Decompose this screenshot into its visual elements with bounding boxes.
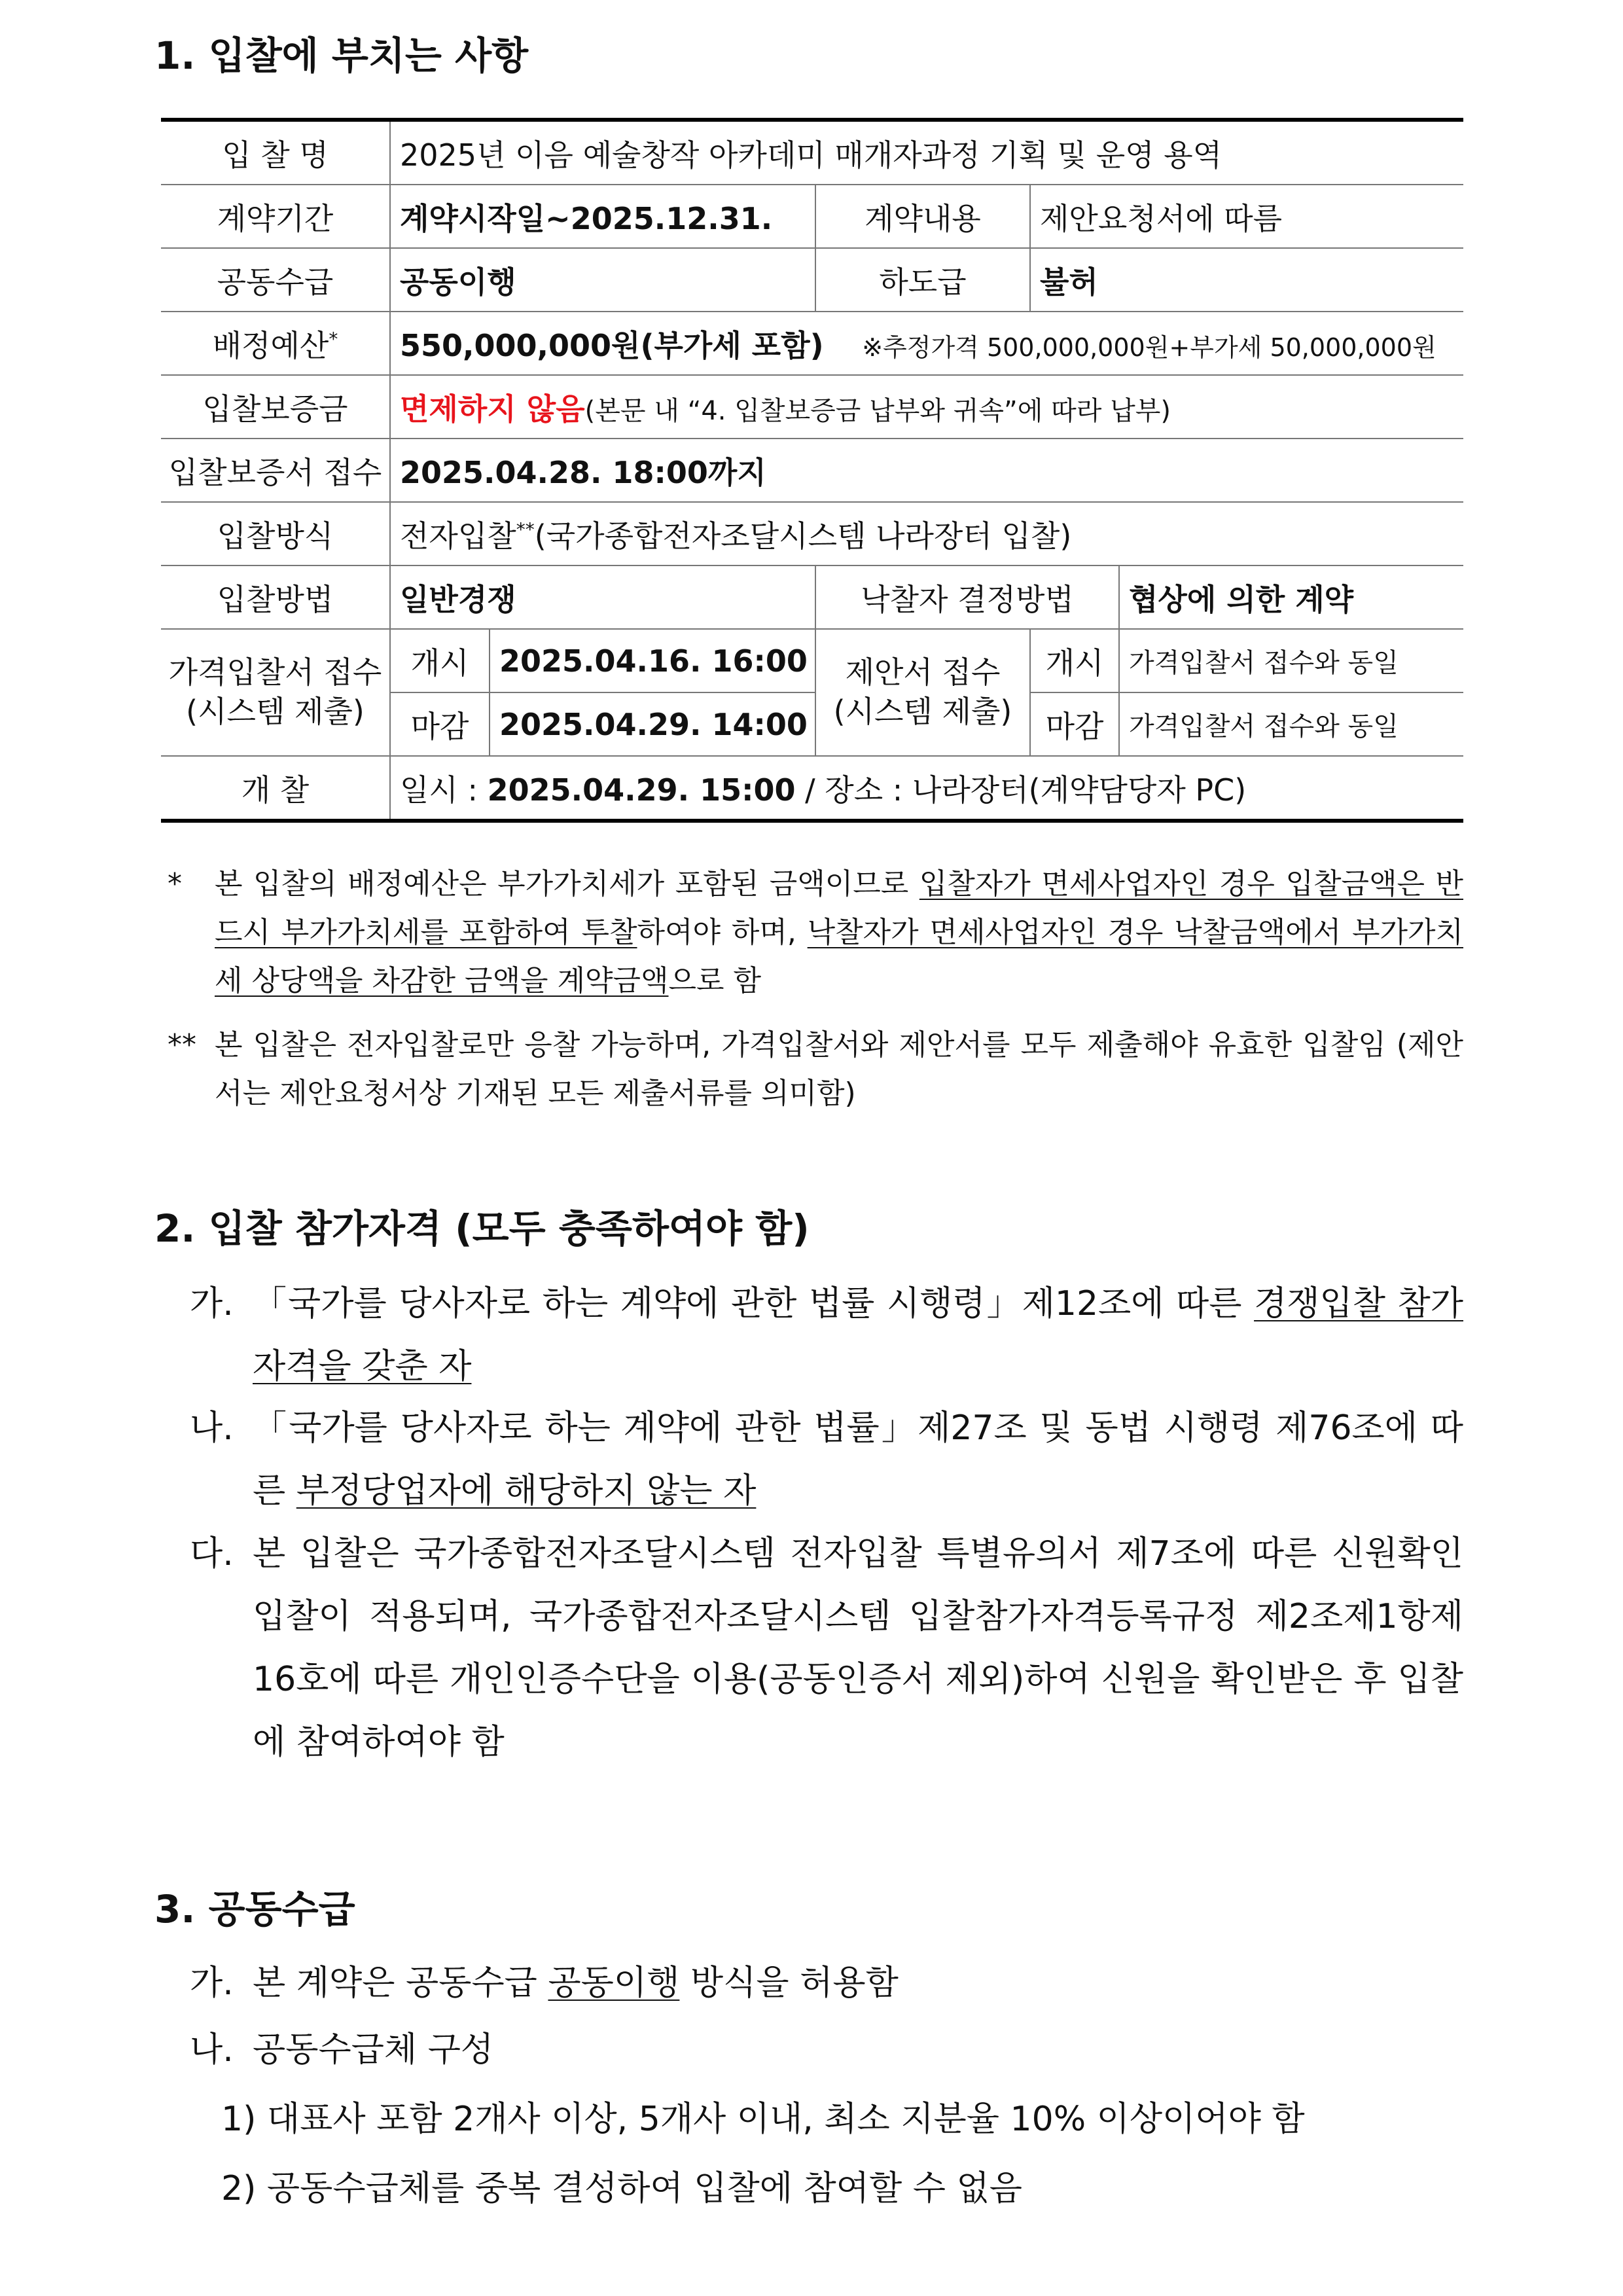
proposal-close-label: 마감 [1030,692,1119,756]
bond-label: 입찰보증서 접수 [161,439,390,502]
table-row [161,185,1463,248]
bid-method-value: 전자입찰**(국가종합전자조달시스템 나라장터 입찰) [390,502,1463,565]
section-3-title: 3. 공동수급 [154,1887,355,1931]
table-row [161,375,1463,439]
proposal-open-label: 개시 [1030,629,1119,692]
joint-supply-label: 공동수급 [161,248,390,312]
qualification-item-da: 다. 본 입찰은 국가종합전자조달시스템 전자입찰 특별유의서 제7조에 따른 신원확인 입찰이 적용되며, 국가종합전자조달시스템 입찰참가자격등록규정 제2조제1항제16호에 따른 개인인증수단을 이용(공동인증서 제외)하여 신원을 확인받은 후 입찰에 참여하여야 함 [190,1534,1463,1762]
qualification-item-ga: 가. 「국가를 당사자로 하는 계약에 관한 법률 시행령」제12조에 따른 경쟁입찰 참가자격을 갖춘 자 [190,1284,1463,1386]
joint-supply-subitem-1: 1) 대표사 포함 2개사 이상, 5개사 이내, 최소 지분율 10% 이상이어야 함 [221,2100,1305,2139]
footnote-budget: * 본 입찰의 배정예산은 부가가치세가 포함된 금액이므로 입찰자가 면세사업자인 경우 입찰금액은 반드시 부가가치세를 포함하여 투찰하여야 하며, 낙찰자가 면세사업자인 경우 낙찰금액에서 부가가치세 상당액을 차감한 금액을 계약금액으로 함 [168,867,1464,997]
price-close-value: 2025.04.29. 14:00 [490,692,815,756]
proposal-open-value: 가격입찰서 접수와 동일 [1119,629,1463,692]
joint-supply-item-na: 나. 공동수급체 구성 [190,2030,494,2070]
joint-supply-subitem-2: 2) 공동수급체를 중복 결성하여 입찰에 참여할 수 없음 [221,2169,1022,2208]
budget-footnote-mark: * [329,328,338,350]
joint-supply-value: 공동이행 [390,248,815,312]
winner-method-value: 협상에 의한 계약 [1119,565,1463,629]
budget-note: ※추정가격 500,000,000원+부가세 50,000,000원 [862,332,1436,362]
price-open-value: 2025.04.16. 16:00 [490,629,815,692]
subcontract-value: 불허 [1030,248,1463,312]
price-open-label: 개시 [390,629,490,692]
price-close-label: 마감 [390,692,490,756]
table-row [161,312,1463,375]
bid-way-label: 입찰방법 [161,565,390,629]
joint-supply-item-ga: 가. 본 계약은 공동수급 공동이행 방식을 허용함 [190,1964,899,2003]
proposal-close-value: 가격입찰서 접수와 동일 [1119,692,1463,756]
section-2-title: 2. 입찰 참가자격 (모두 충족하여야 함) [154,1206,810,1251]
budget-value: 550,000,000원(부가세 포함) ※추정가격 500,000,000원+부가세 50,000,000원 [390,312,1463,375]
table-row [161,565,1463,629]
contract-period-value: 계약시작일~2025.12.31. [390,185,815,248]
contract-period-label: 계약기간 [161,185,390,248]
table-row [161,502,1463,565]
contract-content-label: 계약내용 [815,185,1030,248]
contract-content-value: 제안요청서에 따름 [1030,185,1463,248]
table-row [161,120,1463,185]
bond-value: 2025.04.28. 18:00까지 [390,439,1463,502]
qualification-item-na: 나. 「국가를 당사자로 하는 계약에 관한 법률」제27조 및 동법 시행령 제76조에 따른 부정당업자에 해당하지 않는 자 [190,1408,1463,1511]
opening-value: 일시 : 2025.04.29. 15:00 / 장소 : 나라장터(계약담당자 PC) [390,756,1463,821]
winner-method-label: 낙찰자 결정방법 [815,565,1119,629]
deposit-not-exempt: 면제하지 않음 [400,391,585,427]
method-footnote-mark: ** [516,518,535,541]
opening-label: 개 찰 [161,756,390,821]
bid-info-table [161,118,1463,823]
bid-method-label: 입찰방식 [161,502,390,565]
deposit-label: 입찰보증금 [161,375,390,439]
footnote-electronic-bid: ** 본 입찰은 전자입찰로만 응찰 가능하며, 가격입찰서와 제안서를 모두 제출해야 유효한 입찰임 (제안서는 제안요청서상 기재된 모든 제출서류를 의미함) [168,1028,1463,1110]
subcontract-label: 하도급 [815,248,1030,312]
budget-label: 배정예산* [161,312,390,375]
table-row [161,248,1463,312]
bid-name-value: 2025년 이음 예술창작 아카데미 매개자과정 기획 및 운영 용역 [390,120,1463,185]
table-row [161,629,1463,692]
price-bid-label: 가격입찰서 접수 (시스템 제출) [161,629,390,756]
bid-way-value: 일반경쟁 [390,565,815,629]
bid-name-label: 입 찰 명 [161,120,390,185]
table-row [161,439,1463,502]
section-1-title: 1. 입찰에 부치는 사항 [154,33,529,78]
table-row [161,756,1463,821]
proposal-label: 제안서 접수 (시스템 제출) [815,629,1030,756]
deposit-value: 면제하지 않음(본문 내 “4. 입찰보증금 납부와 귀속”에 따라 납부) [390,375,1463,439]
